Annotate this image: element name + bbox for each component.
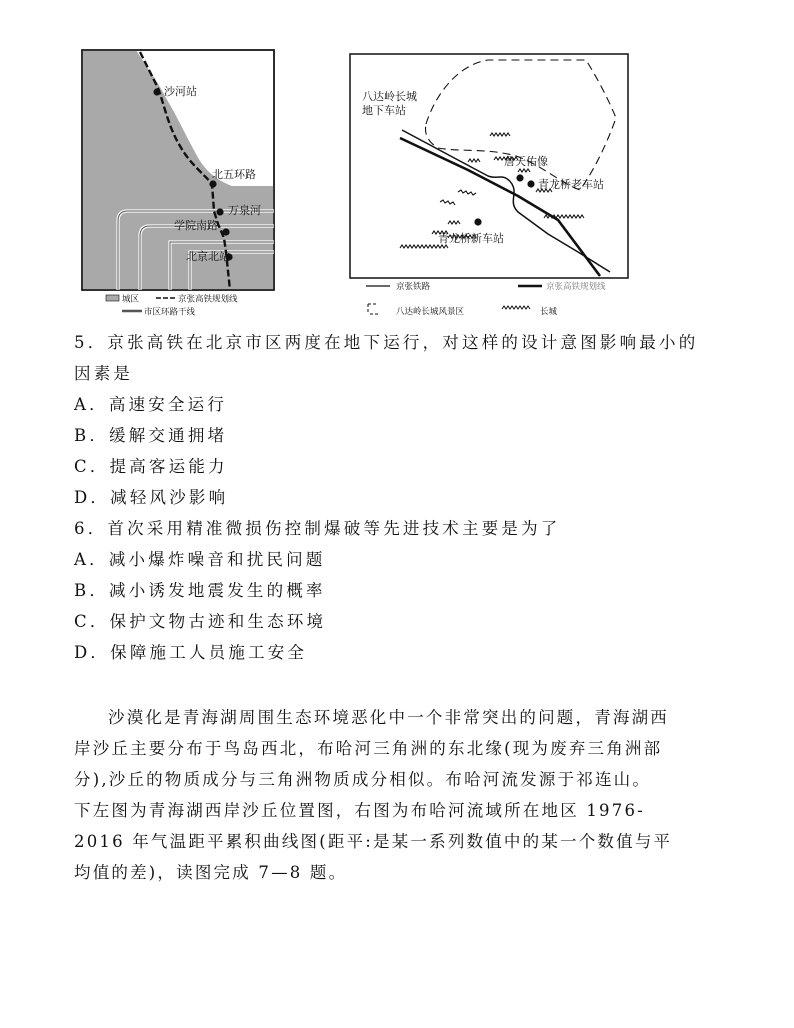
legend-ring-label: 市区环路干线: [144, 307, 196, 318]
badaling-map: [348, 52, 630, 296]
question-6-option-b[interactable]: B．减小诱发地震发生的概率: [74, 581, 326, 600]
question-6-option-c[interactable]: C．保护文物古迹和生态环境: [74, 612, 327, 631]
map-label-badaling: 八达岭长城: [362, 90, 417, 103]
map-label-old-station: 青龙桥老车站: [538, 178, 604, 191]
question-5-stem-line-1: 5．京张高铁在北京市区两度在地下运行，对这样的设计意图影响最小的: [74, 333, 699, 352]
legend-hsr-label-right: 京张高铁规划线: [546, 282, 606, 292]
wanquanhe-dot: [216, 208, 223, 215]
map-label-north-fifth-ring: 北五环路: [212, 168, 256, 181]
legend-wall-swatch: [502, 306, 530, 309]
map-label-wanquanhe: 万泉河: [228, 204, 261, 217]
legend-urban-swatch: [106, 295, 119, 301]
beijing-railway-map-svg: [78, 46, 284, 324]
right-map-legend-row-2: [366, 300, 628, 318]
legend-hsr-label: 京张高铁规划线: [178, 294, 238, 305]
question-5-option-d[interactable]: D．减轻风沙影响: [74, 488, 229, 507]
map-label-zhan-tianyou: 詹天佑像: [504, 155, 548, 168]
qinglongqiao-old-station-dot: [527, 180, 534, 187]
legend-scenic-swatch: [368, 304, 378, 314]
passage-line-1: 沙漠化是青海湖周围生态环境恶化中一个非常突出的问题，青海湖西: [108, 708, 669, 727]
passage-line-6: 均值的差)，读图完成 7—8 题。: [74, 863, 348, 882]
question-6-option-d[interactable]: D．保障施工人员施工安全: [74, 643, 308, 662]
legend-wall-label: 长城: [540, 307, 558, 317]
north-fifth-ring-dot: [209, 180, 216, 187]
xueyuan-south-dot: [222, 228, 229, 235]
badaling-map-svg: [348, 52, 630, 296]
passage-line-4: 下左图为青海湖西岸沙丘位置图，右图为布哈河流域所在地区 1976-: [74, 801, 645, 820]
map-label-xueyuan-south: 学院南路: [174, 219, 218, 232]
map-label-new-station: 青龙桥新车站: [438, 232, 504, 245]
zhan-tianyou-statue-dot: [516, 174, 523, 181]
map-label-underground-station: 地下车站: [362, 104, 406, 117]
question-6-option-a[interactable]: A．减小爆炸噪音和扰民问题: [74, 550, 326, 569]
map-label-shahe: 沙河站: [164, 85, 197, 98]
question-5-option-b[interactable]: B．缓解交通拥堵: [74, 426, 228, 445]
legend-scenic-label: 八达岭长城风景区: [396, 307, 465, 317]
beijing-railway-map: [78, 46, 284, 324]
passage-line-3: 分),沙丘的物质成分与三角洲物质成分相似。布哈河流发源于祁连山。: [74, 770, 652, 789]
map-label-beijing-north: 北京北站: [186, 250, 230, 263]
passage-line-2: 岸沙丘主要分布于鸟岛西北，布哈河三角洲的东北缘(现为废弃三角洲部: [74, 739, 663, 758]
question-5-stem-line-2: 因素是: [74, 364, 134, 383]
qinglongqiao-new-station-dot: [474, 218, 481, 225]
question-5-option-c[interactable]: C．提高客运能力: [74, 457, 228, 476]
question-5-option-a[interactable]: A．高速安全运行: [74, 395, 228, 414]
shahe-station-dot: [153, 88, 160, 95]
legend-railway-label: 京张铁路: [396, 282, 431, 292]
question-6-stem: 6．首次采用精准微损伤控制爆破等先进技术主要是为了: [74, 519, 561, 538]
legend-urban-label: 城区: [122, 294, 140, 305]
passage-line-5: 2016 年气温距平累积曲线图(距平:是某一系列数值中的某一个数值与平: [74, 832, 673, 851]
